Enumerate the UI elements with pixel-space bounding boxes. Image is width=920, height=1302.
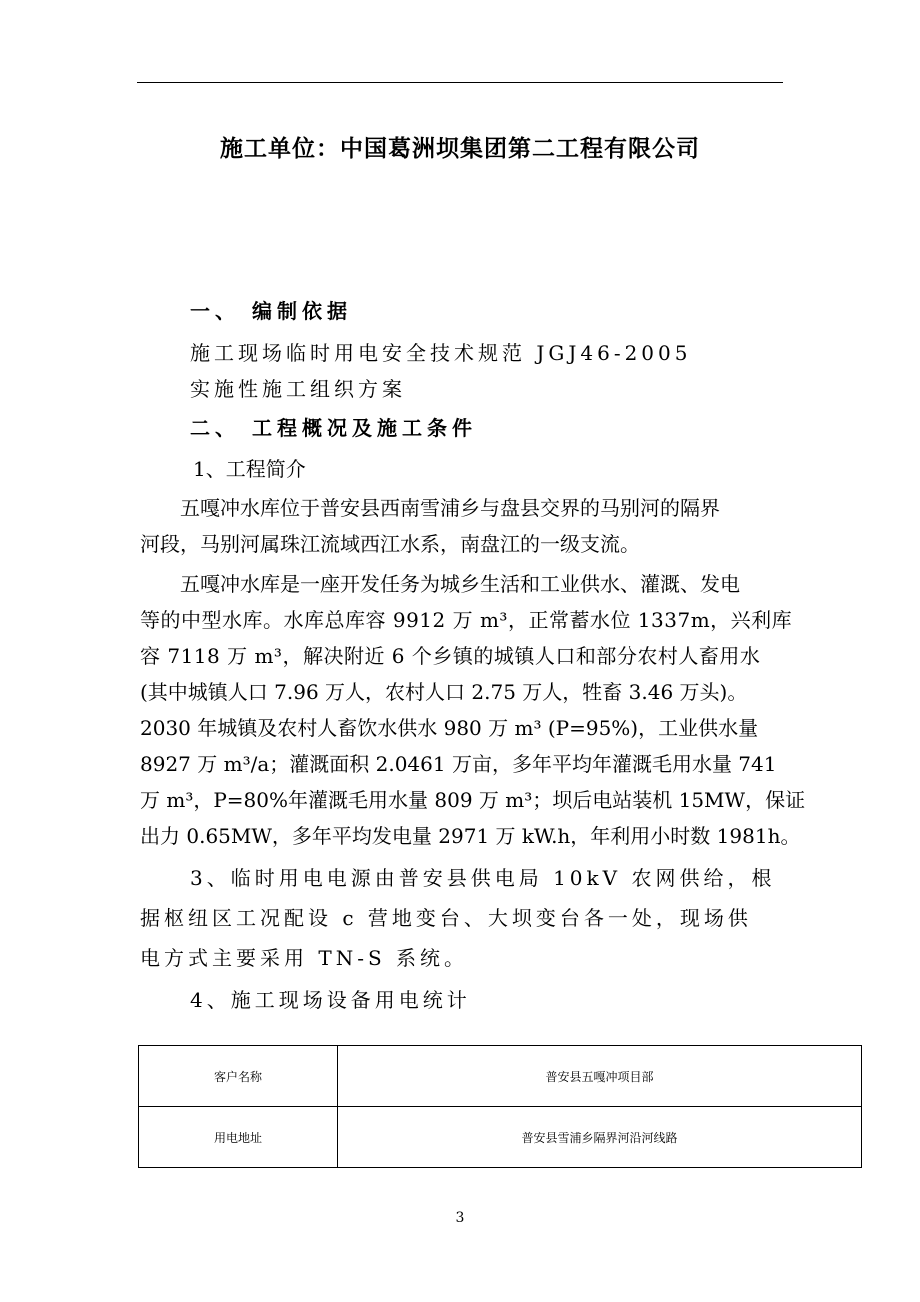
section2-heading: 二、 工程概况及施工条件 bbox=[190, 416, 477, 440]
page-number: 3 bbox=[455, 1210, 465, 1226]
customer-info-table bbox=[138, 1045, 862, 1168]
para2-line-1: 五嘎冲水库是一座开发任务为城乡生活和工业供水、灌溉、发电 bbox=[180, 572, 740, 596]
para2-line-7: 万 m³，P=80%年灌溉毛用水量 809 万 m³；坝后电站装机 15MW，保证 bbox=[140, 788, 806, 812]
para2-line-6: 8927 万 m³/a；灌溉面积 2.0461 万亩，多年平均年灌溉毛用水量 741 bbox=[140, 752, 777, 776]
table-label-cell: 客户名称 bbox=[139, 1046, 338, 1107]
para2-line-5: 2030 年城镇及农村人畜饮水供水 980 万 m³ (P=95%)，工业供水量 bbox=[140, 716, 759, 740]
para2-line-8: 出力 0.65MW，多年平均发电量 2971 万 kW.h，年利用小时数 1981h。 bbox=[140, 824, 801, 848]
table-value-cell: 普安县五嘎冲项目部 bbox=[338, 1046, 862, 1107]
para3-line-2: 据枢纽区工况配设 c 营地变台、大坝变台各一处，现场供 bbox=[140, 906, 752, 930]
section1-item-2: 实施性施工组织方案 bbox=[190, 377, 406, 401]
subsection-1-title: 1、工程简介 bbox=[193, 457, 306, 481]
company-title: 施工单位：中国葛洲坝集团第二工程有限公司 bbox=[220, 136, 700, 162]
table-label-cell: 用电地址 bbox=[139, 1107, 338, 1168]
para1-line-2: 河段，马别河属珠江流域西江水系，南盘江的一级支流。 bbox=[140, 532, 640, 556]
table-row bbox=[139, 1107, 862, 1168]
subsection-4-title: 4、施工现场设备用电统计 bbox=[190, 988, 471, 1012]
para2-line-2: 等的中型水库。水库总库容 9912 万 m³，正常蓄水位 1337m，兴利库 bbox=[140, 608, 793, 632]
section1-item-1: 施工现场临时用电安全技术规范 JGJ46-2005 bbox=[190, 341, 692, 365]
section1-heading: 一、 编制依据 bbox=[190, 299, 352, 323]
para3-line-3: 电方式主要采用 TN-S 系统。 bbox=[140, 946, 469, 970]
table-value-cell: 普安县雪浦乡隔界河沿河线路 bbox=[338, 1107, 862, 1168]
para2-line-4: (其中城镇人口 7.96 万人，农村人口 2.75 万人，牲畜 3.46 万头)。 bbox=[140, 680, 748, 704]
table-row bbox=[139, 1046, 862, 1107]
para2-line-3: 容 7118 万 m³，解决附近 6 个乡镇的城镇人口和部分农村人畜用水 bbox=[140, 644, 761, 668]
para1-line-1: 五嘎冲水库位于普安县西南雪浦乡与盘县交界的马别河的隔界 bbox=[180, 496, 720, 520]
header-rule bbox=[137, 82, 783, 83]
para3-line-1: 3、临时用电电源由普安县供电局 10kV 农网供给，根 bbox=[190, 866, 776, 890]
